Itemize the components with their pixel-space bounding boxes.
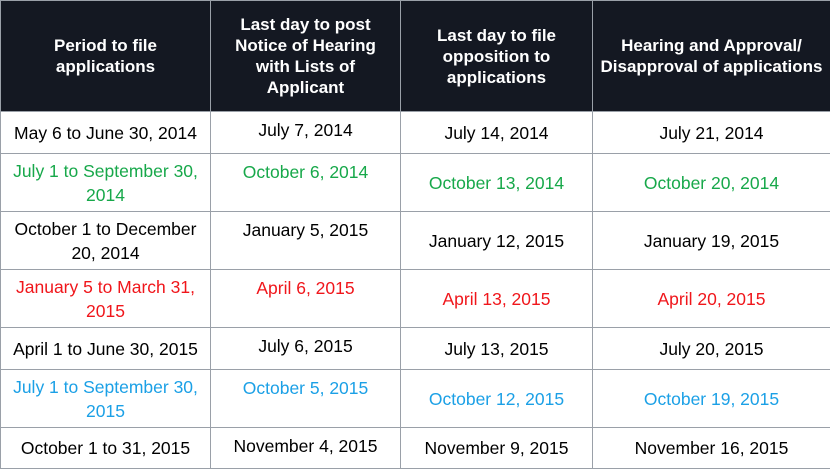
table-row [1, 154, 830, 212]
cell-notice: July 7, 2014 [211, 112, 401, 154]
cell-hearing: November 16, 2015 [593, 428, 830, 469]
table-row [1, 428, 830, 469]
table-row [1, 112, 830, 154]
cell-period: January 5 to March 31, 2015 [1, 270, 211, 328]
cell-notice: July 6, 2015 [211, 328, 401, 370]
table-row [1, 328, 830, 370]
cell-period: July 1 to September 30, 2015 [1, 370, 211, 428]
cell-notice: October 5, 2015 [211, 370, 401, 428]
cell-opposition: July 13, 2015 [401, 328, 593, 370]
cell-period: April 1 to June 30, 2015 [1, 328, 211, 370]
cell-hearing: July 21, 2014 [593, 112, 830, 154]
cell-hearing: April 20, 2015 [593, 270, 830, 328]
table-row [1, 270, 830, 328]
cell-opposition: April 13, 2015 [401, 270, 593, 328]
cell-opposition: October 13, 2014 [401, 154, 593, 212]
header-period: Period to file applications [1, 1, 211, 112]
cell-period: October 1 to December 20, 2014 [1, 212, 211, 270]
cell-notice: November 4, 2015 [211, 428, 401, 469]
cell-period: July 1 to September 30, 2014 [1, 154, 211, 212]
cell-opposition: October 12, 2015 [401, 370, 593, 428]
header-opposition: Last day to file opposition to applications [401, 1, 593, 112]
cell-hearing: October 20, 2014 [593, 154, 830, 212]
table-body [1, 112, 830, 469]
cell-period: May 6 to June 30, 2014 [1, 112, 211, 154]
cell-notice: January 5, 2015 [211, 212, 401, 270]
header-notice: Last day to post Notice of Hearing with Lists of Applicant [211, 1, 401, 112]
cell-opposition: November 9, 2015 [401, 428, 593, 469]
table-row [1, 370, 830, 428]
cell-period: October 1 to 31, 2015 [1, 428, 211, 469]
header-row [1, 1, 830, 112]
cell-notice: April 6, 2015 [211, 270, 401, 328]
header-hearing: Hearing and Approval/ Disapproval of applications [593, 1, 830, 112]
cell-opposition: January 12, 2015 [401, 212, 593, 270]
table-header [1, 1, 830, 112]
cell-opposition: July 14, 2014 [401, 112, 593, 154]
table-row [1, 212, 830, 270]
cell-notice: October 6, 2014 [211, 154, 401, 212]
cell-hearing: July 20, 2015 [593, 328, 830, 370]
cell-hearing: January 19, 2015 [593, 212, 830, 270]
cell-hearing: October 19, 2015 [593, 370, 830, 428]
